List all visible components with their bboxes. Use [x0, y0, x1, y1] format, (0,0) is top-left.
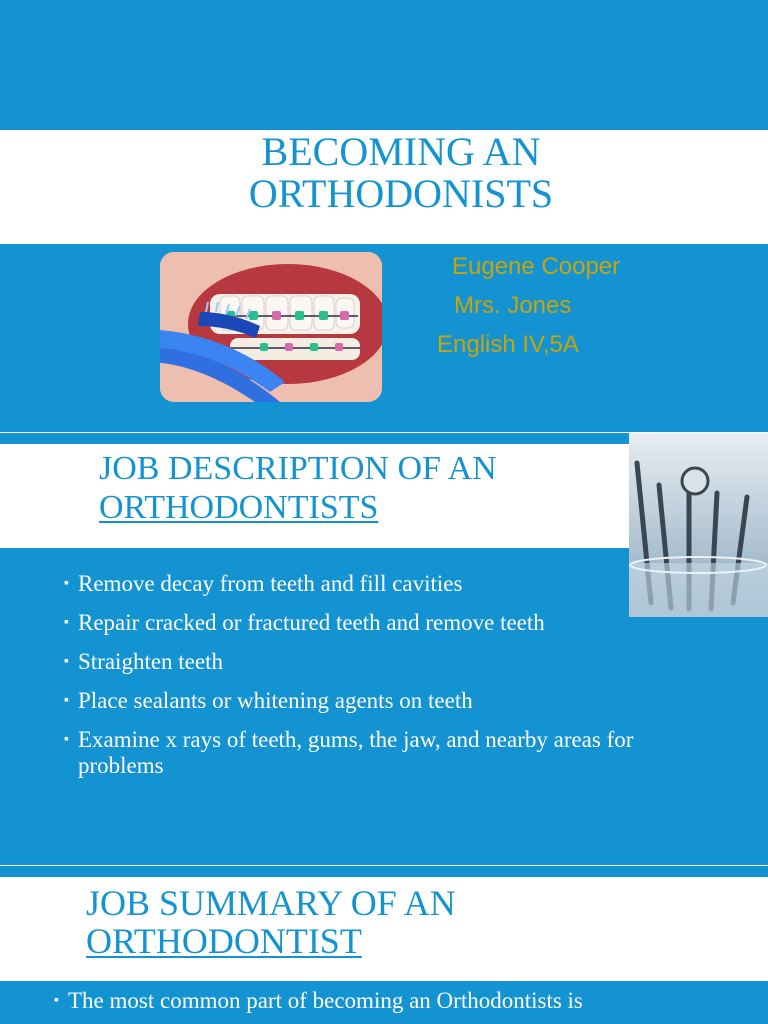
- slide-2: [0, 433, 768, 865]
- bullet-glyph: ▪: [54, 993, 59, 1008]
- author-name: Eugene Cooper: [452, 253, 621, 280]
- slide-title-line-2: ORTHODONTISTS: [99, 489, 379, 526]
- bullet-text: Straighten teeth: [78, 649, 223, 674]
- job-summary-list: [54, 988, 754, 1014]
- bullet-glyph: ▪: [64, 693, 69, 708]
- list-item: [64, 649, 664, 675]
- list-item: [64, 571, 664, 597]
- bullet-glyph: ▪: [64, 576, 69, 591]
- bullet-text: Repair cracked or fractured teeth and remove teeth: [78, 610, 545, 635]
- job-description-list: [64, 571, 664, 779]
- slide-title-line-1: JOB SUMMARY OF AN: [86, 883, 456, 923]
- list-item: [64, 688, 664, 714]
- list-item: [64, 610, 664, 636]
- slide-title-line-2: ORTHODONISTS: [248, 171, 554, 216]
- bullet-text: Remove decay from teeth and fill cavities: [78, 571, 463, 596]
- list-item: [64, 727, 664, 779]
- list-item: [54, 988, 754, 1014]
- braces-toothbrush-illustration: [160, 252, 382, 402]
- bullet-glyph: ▪: [64, 615, 69, 630]
- bullet-glyph: ▪: [64, 654, 69, 669]
- title-band: [0, 130, 768, 244]
- bullet-text: Place sealants or whitening agents on teeth: [78, 688, 473, 713]
- slide-3: [0, 866, 768, 1024]
- bullet-text: Examine x rays of teeth, gums, the jaw, and nearby areas for problems: [78, 727, 634, 778]
- bullet-glyph: ▪: [64, 732, 69, 747]
- slide-1: [0, 0, 768, 432]
- class-name: English IV,5A: [437, 331, 579, 358]
- slide-title-line-1: JOB DESCRIPTION OF AN: [99, 450, 497, 487]
- slide-title-line-2: ORTHODONTIST: [86, 921, 362, 961]
- bullet-text: The most common part of becoming an Orthodontists is: [68, 988, 583, 1013]
- slide-title-line-1: BECOMING AN: [261, 129, 541, 174]
- braces-photo: [160, 252, 382, 402]
- title-band: [0, 877, 768, 981]
- teacher-name: Mrs. Jones: [454, 292, 572, 319]
